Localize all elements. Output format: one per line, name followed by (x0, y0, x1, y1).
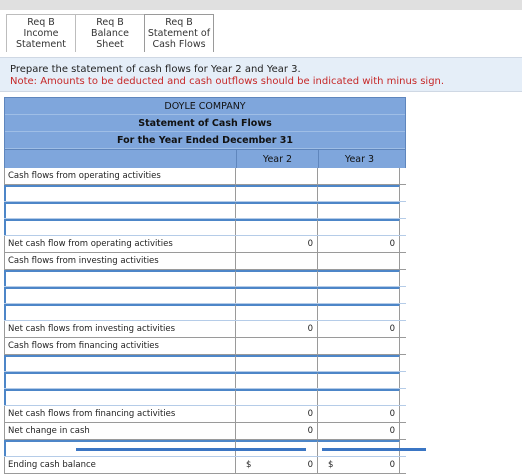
value-year2: 0 (236, 406, 318, 422)
table-row[interactable] (4, 287, 406, 304)
instructions-text: Prepare the statement of cash flows for Year 2 and Year 3. (10, 64, 301, 75)
row-label: Cash flows from financing activities (4, 338, 236, 354)
value-year2: 0 (236, 236, 318, 252)
line-item-input[interactable] (4, 270, 236, 286)
tab-income-statement[interactable] (6, 14, 76, 52)
tab-label-line: Cash Flows (152, 39, 206, 50)
statement-period: For the Year Ended December 31 (5, 132, 405, 149)
amount-input-year3[interactable] (318, 202, 400, 218)
amount-input-year2[interactable] (236, 389, 318, 405)
table-row[interactable] (4, 202, 406, 219)
table-row[interactable] (4, 185, 406, 202)
value-year2: 0 (236, 423, 318, 439)
cash-flow-worksheet (4, 97, 406, 474)
value-year2: 0 (236, 321, 318, 337)
tab-label-line: Income (23, 28, 59, 39)
table-row[interactable] (4, 389, 406, 406)
value-year3: 0 (318, 406, 400, 422)
currency-symbol: $ (328, 460, 334, 470)
value-year3 (318, 457, 400, 473)
tab-label-line: Req B (96, 17, 124, 28)
table-row[interactable] (4, 219, 406, 236)
amount-input-year3[interactable] (318, 389, 400, 405)
top-bar (0, 0, 522, 10)
amount-input-year3[interactable] (318, 304, 400, 320)
value-year2 (236, 457, 318, 473)
value-year3: 0 (318, 423, 400, 439)
tab-label-line: Sheet (96, 39, 124, 50)
amount-input-year3[interactable] (318, 287, 400, 303)
amount-input-year2[interactable] (236, 185, 318, 201)
table-row (4, 321, 406, 338)
amount-input-year3[interactable] (318, 270, 400, 286)
amount-input-year3[interactable] (318, 355, 400, 371)
line-item-input[interactable] (4, 287, 236, 303)
table-row (4, 406, 406, 423)
line-item-input[interactable] (4, 219, 236, 235)
table-row (4, 236, 406, 253)
table-row (4, 423, 406, 440)
amount-input-year2[interactable] (236, 219, 318, 235)
row-label: Ending cash balance (4, 457, 236, 473)
tab-label-line: Req B (165, 17, 193, 28)
table-row (4, 168, 406, 185)
column-headers (4, 150, 406, 168)
amount-input-year2[interactable] (236, 270, 318, 286)
amount-input-year3[interactable] (318, 219, 400, 235)
statement-header (4, 97, 406, 150)
line-item-input[interactable] (4, 355, 236, 371)
row-label: Net cash flows from investing activities (4, 321, 236, 337)
currency-symbol: $ (246, 460, 252, 470)
statement-title: Statement of Cash Flows (5, 115, 405, 132)
amount-input-year2[interactable] (236, 202, 318, 218)
table-row[interactable] (4, 304, 406, 321)
line-item-input[interactable] (4, 372, 236, 388)
tab-statement-of-cash-flows[interactable] (144, 14, 214, 52)
instructions-panel (0, 57, 522, 92)
amount-input-year3[interactable] (318, 185, 400, 201)
col-header-year2: Year 2 (236, 150, 318, 168)
table-row (4, 338, 406, 355)
instructions-note: Note: Amounts to be deducted and cash outflows should be indicated with minus sign. (10, 76, 445, 87)
col-header-year3: Year 3 (318, 150, 400, 168)
tab-balance-sheet[interactable] (75, 14, 145, 52)
amount-input-year2[interactable] (236, 372, 318, 388)
table-row (4, 253, 406, 270)
value-year3: 0 (318, 321, 400, 337)
line-item-input[interactable] (4, 202, 236, 218)
row-label: Net change in cash (4, 423, 236, 439)
ending-balance-year2: 0 (307, 460, 313, 470)
amount-input-year2[interactable] (236, 355, 318, 371)
row-label: Cash flows from investing activities (4, 253, 236, 269)
row-label: Net cash flow from operating activities (4, 236, 236, 252)
tab-label-line: Statement (16, 39, 66, 50)
tab-label-line: Req B (27, 17, 55, 28)
table-row[interactable] (4, 270, 406, 287)
requirement-tabs (6, 14, 213, 52)
value-year3: 0 (318, 236, 400, 252)
line-item-input[interactable] (4, 185, 236, 201)
amount-input-year2[interactable] (236, 304, 318, 320)
table-row (4, 457, 406, 474)
tab-label-line: Statement of (147, 28, 211, 39)
line-item-input[interactable] (4, 304, 236, 320)
ending-balance-year3: 0 (389, 460, 395, 470)
row-label: Net cash flows from financing activities (4, 406, 236, 422)
tab-label-line: Balance (91, 28, 129, 39)
line-item-input[interactable] (4, 389, 236, 405)
amount-input-year2[interactable] (236, 287, 318, 303)
table-row[interactable] (4, 355, 406, 372)
amount-input-year3[interactable] (318, 372, 400, 388)
row-label: Cash flows from operating activities (4, 168, 236, 184)
table-row[interactable] (4, 372, 406, 389)
company-name: DOYLE COMPANY (5, 98, 405, 115)
